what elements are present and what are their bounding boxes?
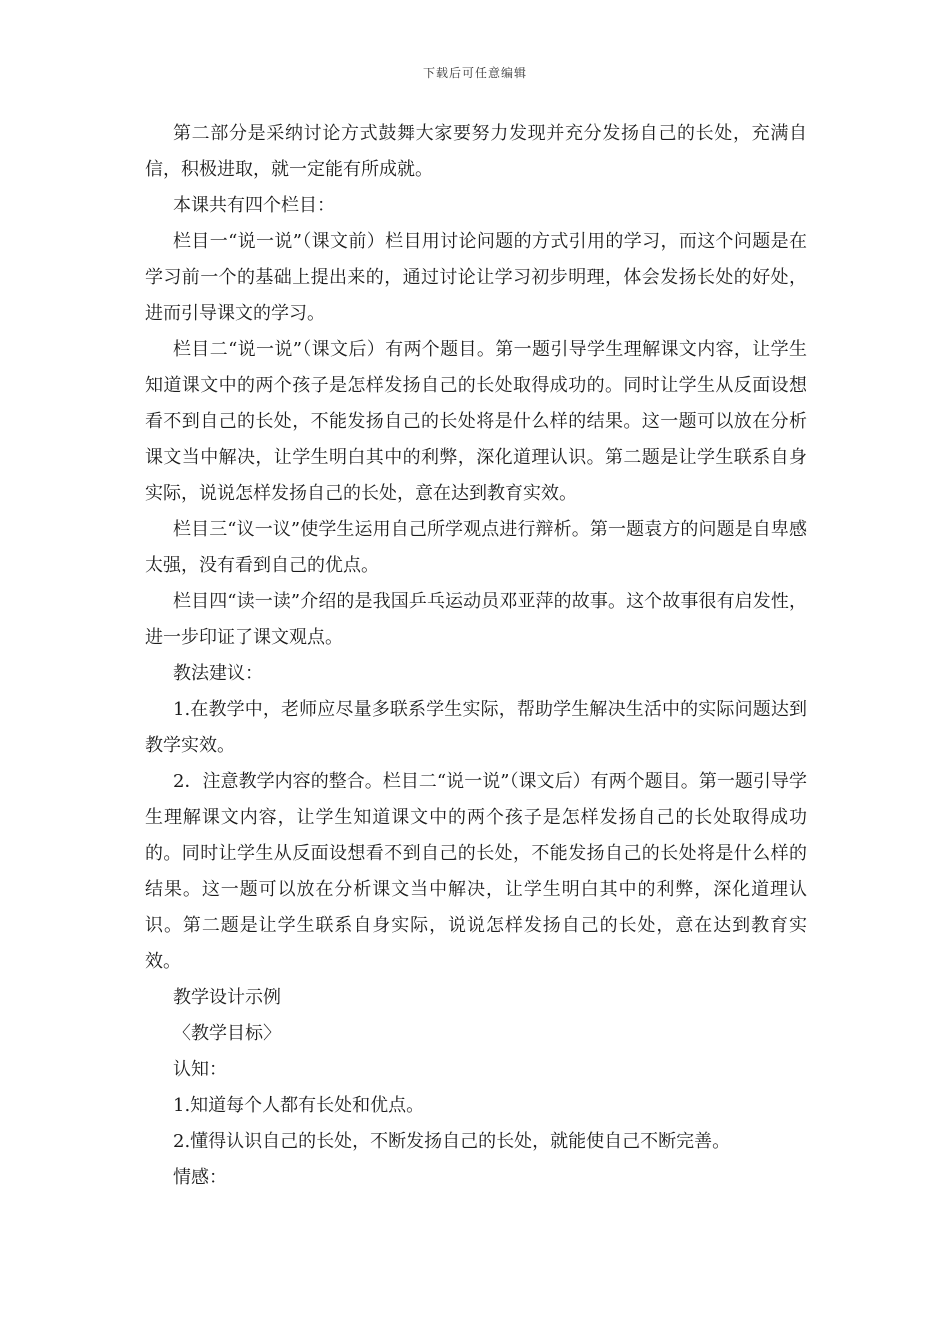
paragraph-part-two: 第二部分是采纳讨论方式鼓舞大家要努力发现并充分发扬自己的长处，充满自信，积极进取，就一定能有所成就。 — [145, 123, 807, 180]
paragraph-section-one: 栏目一“说一说”（课文前）栏目用讨论问题的方式引用的学习，而这个问题是在学习前一个的基础上提出来的，通过讨论让学习初步明理，体会发扬长处的好处，进而引导课文的学习。 — [145, 231, 807, 324]
paragraph-four-sections: 本课共有四个栏目： — [173, 195, 335, 216]
paragraph-section-three: 栏目三“议一议”使学生运用自己所学观点进行辩析。第一题袁方的问题是自卑感太强，没有看到自己的优点。 — [145, 519, 807, 576]
list-item-cognition-one: 1.知道每个人都有长处和优点。 — [173, 1095, 425, 1116]
page-header-watermark: 下载后可任意编辑 — [422, 66, 527, 80]
paragraph-section-two: 栏目二“说一说”（课文后）有两个题目。第一题引导学生理解课文内容，让学生知道课文中的两个孩子是怎样发扬自己的长处取得成功的。同时让学生从反面设想看不到自己的长处，不能发扬自己的长处将是什么样的结果。这一题可以放在分析课文当中解决，让学生明白其中的利弊，深化道理认识。第二题是让学生联系自身实际，说说怎样发扬自己的长处，意在达到教育实效。 — [145, 339, 807, 504]
heading-design-example: 教学设计示例 — [173, 987, 281, 1008]
paragraph-section-four: 栏目四“读一读”介绍的是我国乒乓运动员邓亚萍的故事。这个故事很有启发性，进一步印证了课文观点。 — [145, 591, 807, 648]
paragraph-suggestion-two: 2．注意教学内容的整合。栏目二“说一说”（课文后）有两个题目。第一题引导学生理解课文内容，让学生知道课文中的两个孩子是怎样发扬自己的长处取得成功的。同时让学生从反面设想看不到自己的长处，不能发扬自己的长处将是什么样的结果。这一题可以放在分析课文当中解决，让学生明白其中的利弊，深化道理认识。第二题是让学生联系自身实际，说说怎样发扬自己的长处，意在达到教育实效。 — [145, 771, 807, 972]
heading-teaching-goals: 〈教学目标〉 — [173, 1023, 281, 1044]
document-body — [145, 116, 807, 1196]
paragraph-suggestion-one: 1.在教学中，老师应尽量多联系学生实际，帮助学生解决生活中的实际问题达到教学实效。 — [145, 699, 807, 756]
list-item-cognition-two: 2.懂得认识自己的长处，不断发扬自己的长处，就能使自己不断完善。 — [173, 1131, 731, 1152]
heading-cognition: 认知： — [173, 1059, 227, 1080]
heading-emotion: 情感： — [173, 1167, 227, 1188]
heading-teaching-suggestions: 教法建议： — [173, 663, 263, 684]
